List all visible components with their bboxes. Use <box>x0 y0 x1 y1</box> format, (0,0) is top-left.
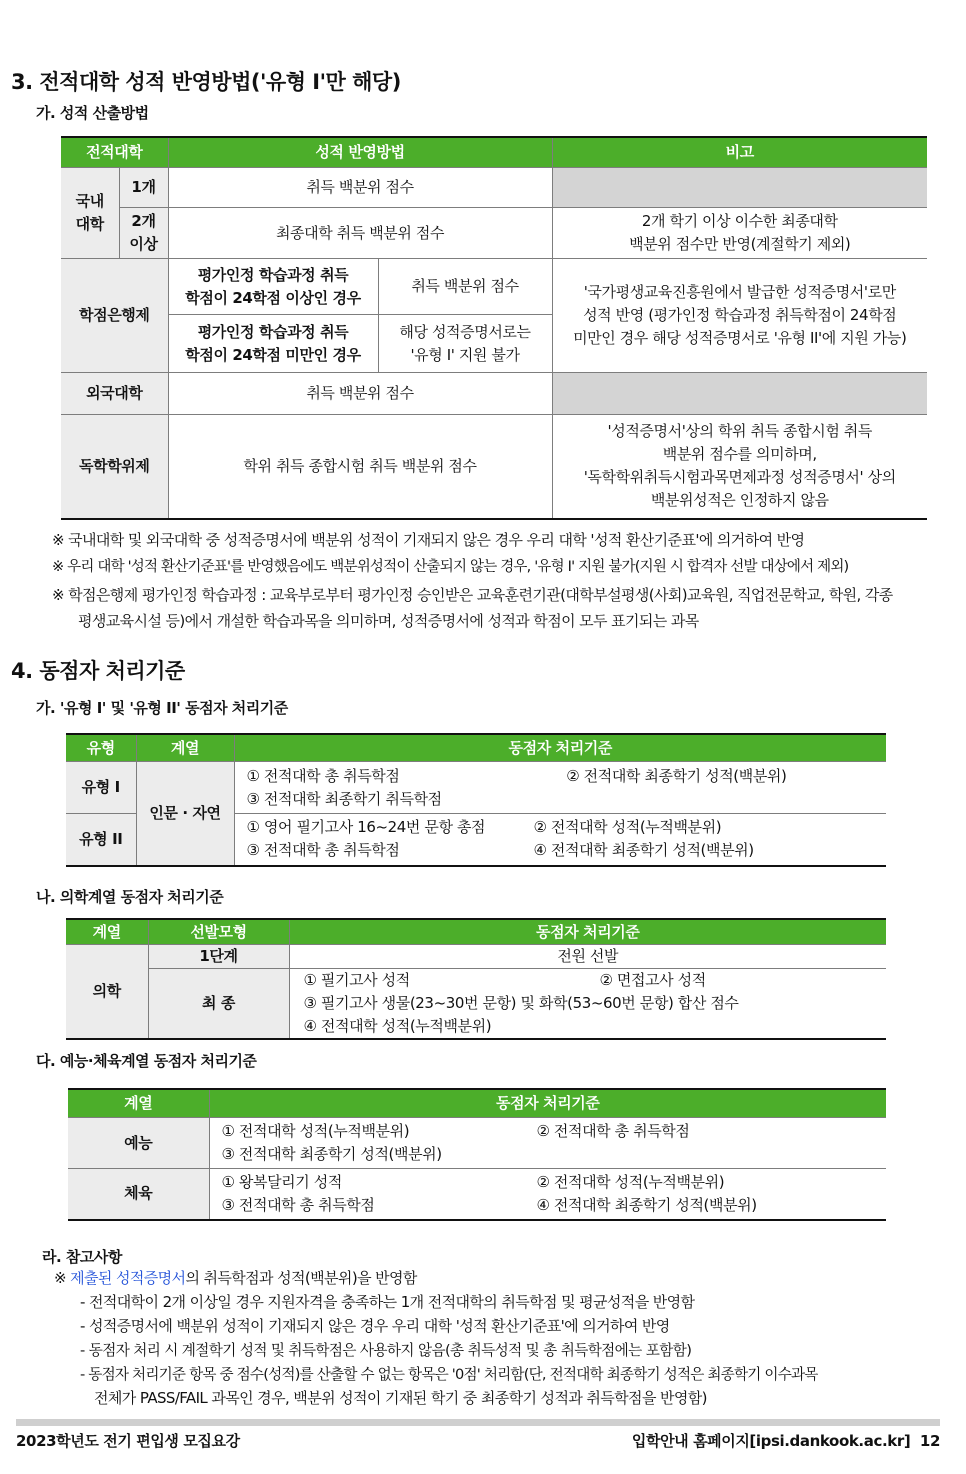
reference-lead-rest: 의 취득학점과 성적(백분위)을 반영함 <box>185 1269 417 1287</box>
tie-rule-table-b <box>66 918 886 1040</box>
row-self-study: 독학학위제 <box>61 415 168 519</box>
a-header-field: 계열 <box>136 734 234 762</box>
rule: ③ 필기고사 생물(23~30번 문항) 및 화학(53~60번 문항) 합산 점수 <box>303 994 739 1012</box>
note-1: ※ 국내대학 및 외국대학 중 성적증명서에 백분위 성적이 기재되지 않은 경우 우리 대학 '성적 환산기준표'에 의거하여 반영 <box>52 531 805 549</box>
note-2: ※ 우리 대학 '성적 환산기준표'를 반영했음에도 백분위성적이 산출되지 않는 경우, '유형 I' 지원 불가(지원 시 합격자 선발 대상에서 제외) <box>52 559 849 575</box>
rule: ③ 전적대학 최종학기 성적(백분위) <box>221 1145 442 1163</box>
a-type2: 유형 II <box>66 814 136 866</box>
note-3: ※ 학점은행제 평가인정 학습과정 : 교육부로부터 평가인정 승인받은 교육훈련기관(대학부설평생(사회)교육원, 직업전문학교, 학원, 각종 <box>52 586 893 604</box>
row-foreign: 외국대학 <box>61 373 168 415</box>
section4d-title: 라. 참고사항 <box>42 1248 122 1266</box>
c-art: 예능 <box>68 1118 209 1169</box>
footer-homepage[interactable]: 입학안내 홈페이지[ipsi.dankook.ac.kr] 12 <box>631 1432 940 1450</box>
rule: ① 왕복달리기 성적 <box>221 1172 342 1191</box>
rule: ① 영어 필기고사 16~24번 문항 총점 <box>246 818 486 837</box>
c-header-field: 계열 <box>68 1089 209 1118</box>
section4b-title: 나. 의학계열 동점자 처리기준 <box>36 888 224 906</box>
section3-subtitle: 가. 성적 산출방법 <box>36 104 149 122</box>
rule: ③ 전적대학 최종학기 취득학점 <box>246 789 442 808</box>
rule: ① 필기고사 성적 <box>303 971 410 989</box>
self-study-note: '성적증명서'상의 학위 취득 종합시험 취득 백분위 점수를 의미하며, '독학학위취득시험과목면제과정 성적증명서' 상의 백분위성적은 인정하지 않음 <box>552 415 927 519</box>
b-stage1: 1단계 <box>148 945 289 969</box>
reference-mark: ※ <box>54 1269 71 1287</box>
grade-method-table <box>61 136 927 520</box>
credit-bank-over-method: 취득 백분위 점수 <box>378 259 552 315</box>
rule: ① 전적대학 성적(누적백분위) <box>221 1122 410 1140</box>
credit-bank-under-24: 평가인정 학습과정 취득 학점이 24학점 미만인 경우 <box>168 315 378 373</box>
rule: ③ 전적대학 총 취득학점 <box>246 841 400 860</box>
reference-item-4: - 동점자 처리기준 항목 중 점수(성적)를 산출할 수 없는 항목은 '0점' 처리함(단, 전적대학 최종학기 성적은 최종학기 이수과목 <box>80 1366 818 1383</box>
rule <box>566 788 886 811</box>
reference-lead <box>54 1266 417 1291</box>
a-field: 인문 · 자연 <box>136 762 234 866</box>
credit-bank-under-method: 해당 성적증명서로는 '유형 I' 지원 불가 <box>378 315 552 373</box>
reference-item-4-cont: 전체가 PASS/FAIL 과목인 경우, 백분위 성적이 기재된 학기 중 최종학기 성적과 취득학점을 반영함) <box>94 1389 707 1407</box>
foreign-note-empty <box>552 373 927 415</box>
note-3-cont: 평생교육시설 등)에서 개설한 학습과목을 의미하며, 성적증명서에 성적과 학점이 모두 표기되는 과목 <box>78 612 699 630</box>
c-sport-rules <box>210 1171 887 1217</box>
self-study-method: 학위 취득 종합시험 취득 백분위 점수 <box>168 415 552 519</box>
one-school-note-empty <box>552 168 927 208</box>
b-header-model: 선발모형 <box>148 919 289 945</box>
c-art-rules <box>210 1120 887 1166</box>
a-header-rule: 동점자 처리기준 <box>234 734 886 762</box>
credit-bank-over-24: 평가인정 학습과정 취득 학점이 24학점 이상인 경우 <box>168 259 378 315</box>
header-note: 비고 <box>552 137 927 168</box>
header-prev-univ: 전적대학 <box>61 137 168 168</box>
c-sport: 체육 <box>68 1169 209 1220</box>
credit-bank-note: '국가평생교육진흥원에서 발급한 성적증명서'로만 성적 반영 (평가인정 학습과정 취득학점이 24학점 미만인 경우 해당 성적증명서로 '유형 II'에 지원 가능) <box>552 259 927 373</box>
tie-rule-table-c <box>68 1088 886 1221</box>
rule: ④ 전적대학 최종학기 성적(백분위) <box>536 1195 757 1214</box>
b-final-rules <box>304 969 887 992</box>
rule: ② 전적대학 총 취득학점 <box>536 1122 690 1140</box>
row-two-schools: 2개 이상 <box>119 208 168 259</box>
b-header-field: 계열 <box>66 919 148 945</box>
section3-title: 3. 전적대학 성적 반영방법('유형 I'만 해당) <box>11 70 401 94</box>
rule <box>537 1143 887 1166</box>
tie-rule-table-a <box>66 733 886 867</box>
a-type1: 유형 I <box>66 762 136 814</box>
foreign-method: 취득 백분위 점수 <box>168 373 552 415</box>
row-credit-bank: 학점은행제 <box>61 259 168 373</box>
reference-item-3: - 동점자 처리 시 계절학기 성적 및 취득학점은 사용하지 않음(총 취득성적 및 총 취득학점에는 포함함) <box>80 1342 692 1359</box>
rule: ④ 전적대학 최종학기 성적(백분위) <box>533 841 754 860</box>
section4-title: 4. 동점자 처리기준 <box>11 659 185 683</box>
two-schools-note: 2개 학기 이상 이수한 최종대학 백분위 점수만 반영(계절학기 제외) <box>552 208 927 259</box>
rule: ① 전적대학 총 취득학점 <box>246 766 400 785</box>
row-one-school: 1개 <box>119 168 168 208</box>
rule: ② 전적대학 성적(누적백분위) <box>536 1172 725 1191</box>
section4c-title: 다. 예능·체육계열 동점자 처리기준 <box>36 1052 257 1070</box>
b-header-rule: 동점자 처리기준 <box>289 919 886 945</box>
header-method: 성적 반영방법 <box>168 137 552 168</box>
b-field: 의학 <box>66 945 148 1040</box>
rule: ④ 전적대학 성적(누적백분위) <box>303 1017 492 1035</box>
footer-divider <box>16 1419 940 1426</box>
b-final: 최 종 <box>148 969 289 1040</box>
b-stage1-rule: 전원 선발 <box>289 945 886 969</box>
a-header-type: 유형 <box>66 734 136 762</box>
reference-item-1: - 전적대학이 2개 이상일 경우 지원자격을 충족하는 1개 전적대학의 취득학점 및 평균성적을 반영함 <box>80 1293 695 1311</box>
footer-title: 2023학년도 전기 편입생 모집요강 <box>16 1432 240 1450</box>
one-school-method: 취득 백분위 점수 <box>168 168 552 208</box>
reference-highlight: 제출된 성적증명서 <box>70 1269 186 1287</box>
two-schools-method: 최종대학 취득 백분위 점수 <box>168 208 552 259</box>
reference-item-2: - 성적증명서에 백분위 성적이 기재되지 않은 경우 우리 대학 '성적 환산기준표'에 의거하여 반영 <box>80 1317 670 1335</box>
rule: ② 면접고사 성적 <box>599 971 706 989</box>
c-header-rule: 동점자 처리기준 <box>209 1089 886 1118</box>
a-type2-rules <box>235 816 887 862</box>
rule: ② 전적대학 성적(누적백분위) <box>533 818 722 837</box>
a-type1-rules <box>235 765 887 811</box>
section4a-title: 가. '유형 I' 및 '유형 II' 동점자 처리기준 <box>36 699 288 717</box>
rule: ③ 전적대학 총 취득학점 <box>221 1195 375 1214</box>
rule: ② 전적대학 최종학기 성적(백분위) <box>566 766 787 785</box>
row-domestic: 국내 대학 <box>61 168 119 259</box>
